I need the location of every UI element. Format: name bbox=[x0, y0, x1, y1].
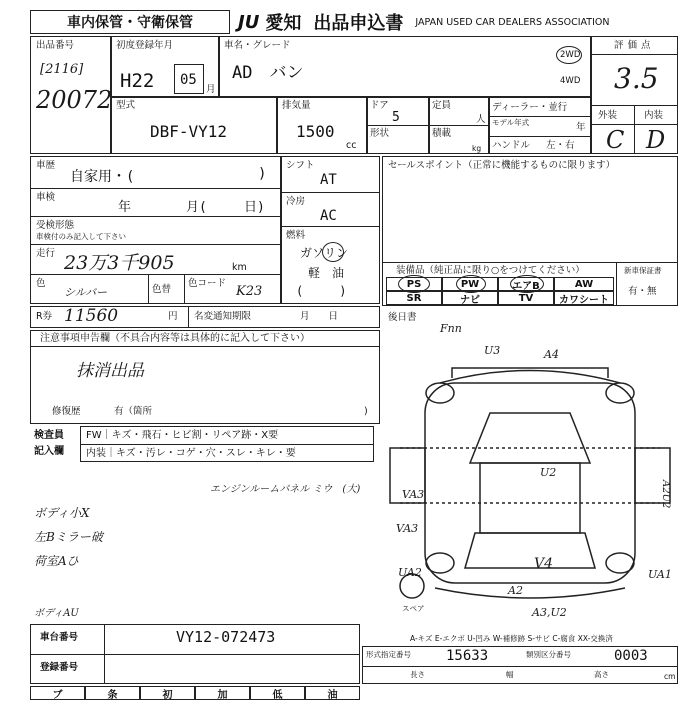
color-change-label: 色替 bbox=[152, 284, 172, 295]
category-label: 類別区分番号 bbox=[526, 650, 571, 659]
doors-value: 5 bbox=[392, 110, 400, 125]
diagram-front-grille bbox=[452, 368, 608, 378]
lot-sub-number: [2116] bbox=[40, 62, 84, 77]
fuel-value: ガソリン bbox=[300, 246, 349, 260]
mileage-unit: km bbox=[232, 262, 247, 273]
bottom-cell: 加 bbox=[195, 686, 250, 700]
displacement-value: 1500 bbox=[296, 122, 335, 141]
displacement-unit: cc bbox=[346, 140, 357, 151]
rear-seat-label: 後日書 bbox=[388, 312, 417, 323]
name-grade-value: AD バン bbox=[232, 63, 304, 83]
handle-label: ハンドル bbox=[492, 140, 531, 151]
fuel-paren: ( ) bbox=[296, 284, 347, 298]
equip-seat: カワシート bbox=[554, 291, 614, 305]
height-label: 高さ bbox=[594, 670, 609, 679]
color-code: K23 bbox=[236, 284, 263, 299]
warranty-label: 新車保証書 bbox=[624, 266, 662, 275]
notice-unit: 月 日 bbox=[300, 311, 339, 322]
sales-point-label: セールスポイント（正常に機能するものに限ります） bbox=[388, 160, 616, 171]
inspection-year: 年 bbox=[118, 200, 132, 215]
equip-sr: SR bbox=[386, 291, 442, 305]
equip-navi: ナビ bbox=[442, 291, 498, 305]
logo-text: 愛知 bbox=[265, 13, 302, 34]
type-cert-value: 15633 bbox=[446, 648, 489, 664]
history-close: ) bbox=[258, 166, 267, 182]
inspector-label-2: 記入欄 bbox=[34, 446, 64, 457]
type-cert-label: 形式指定番号 bbox=[366, 650, 411, 659]
handle-options: 左・右 bbox=[546, 140, 575, 151]
mileage-label: 走行 bbox=[36, 248, 56, 259]
rating-ext-label: 外装 bbox=[598, 110, 618, 121]
diagram-label-v4: V4 bbox=[534, 556, 554, 572]
repair-value: 有（箇所 bbox=[114, 406, 153, 417]
equip-pw-circle bbox=[456, 275, 486, 293]
notice-label: 名変通知期限 bbox=[194, 311, 252, 322]
inspection-month: 月( bbox=[186, 200, 207, 215]
drive-4wd: 4WD bbox=[560, 76, 581, 86]
diagram-windshield bbox=[470, 413, 590, 463]
shape-label: 形状 bbox=[370, 128, 390, 139]
diagram-rear-bumper bbox=[435, 588, 625, 598]
diagram-wheel-fl bbox=[426, 383, 454, 403]
recycle-unit: 円 bbox=[168, 311, 178, 322]
diagram-label-va3-b: VA3 bbox=[396, 522, 419, 535]
diagram-label-a2u2: A2U2 bbox=[660, 480, 671, 509]
equip-airbag-circle bbox=[510, 275, 544, 293]
form-title-en: JAPAN USED CAR DEALERS ASSOCIATION bbox=[415, 16, 610, 28]
diagram-label-ua2: UA2 bbox=[398, 566, 422, 579]
bottom-cell: ブ bbox=[30, 686, 85, 700]
diagram-roof bbox=[480, 463, 580, 533]
fuel-label: 燃料 bbox=[286, 230, 306, 241]
bottom-row bbox=[30, 686, 360, 700]
repair-label: 修復歴 bbox=[52, 406, 81, 417]
bottom-cell: 条 bbox=[85, 686, 140, 700]
inspector-label-1: 検査員 bbox=[34, 430, 64, 441]
lot-label: 出品番号 bbox=[36, 40, 75, 51]
ac-label: 冷房 bbox=[286, 196, 306, 207]
diagram-rear-window bbox=[465, 533, 595, 568]
rating-ext: C bbox=[606, 126, 625, 154]
inspector-in-row: 内装｜キズ・汚レ・コゲ・穴・スレ・キレ・要 bbox=[86, 448, 296, 459]
load-unit: kg bbox=[472, 144, 482, 153]
damage-legend: A-キズ E-エクボ U-凹み W-補修跡 S-サビ C-腐食 XX-交換済 bbox=[410, 634, 613, 643]
color-code-label: 色コード bbox=[188, 278, 227, 289]
inspector-fw-row: FW｜キズ・飛石・ヒビ割・リペア跡・X要 bbox=[86, 430, 279, 441]
rating-int: D bbox=[646, 126, 666, 154]
ju-logo-icon: JU bbox=[238, 11, 260, 33]
rating-int-label: 内装 bbox=[644, 110, 664, 121]
diagram-wheel-rr bbox=[606, 553, 634, 573]
bottom-cell: 油 bbox=[305, 686, 360, 700]
model-label: 型式 bbox=[116, 100, 136, 111]
model-year-label: モデル年式 bbox=[492, 118, 530, 127]
rating-label: 評価点 bbox=[614, 40, 655, 51]
registration-month: 05 bbox=[180, 72, 197, 88]
category-value: 0003 bbox=[614, 648, 648, 664]
model-value: DBF-VY12 bbox=[150, 122, 228, 141]
shift-label: シフト bbox=[286, 160, 315, 171]
equip-ps: PS bbox=[386, 277, 442, 291]
diagram-wheel-fr bbox=[606, 383, 634, 403]
ac-value: AC bbox=[320, 208, 337, 224]
color-value: シルバー bbox=[64, 286, 107, 299]
rear-seat-note: Fnn bbox=[440, 322, 462, 335]
mileage-value: 23万3千905 bbox=[64, 252, 175, 274]
warranty-options: 有・無 bbox=[628, 286, 657, 297]
lot-number: 20072 bbox=[36, 86, 113, 114]
recycle-label: R券 bbox=[36, 311, 53, 322]
form-title: 出品申込書 bbox=[313, 13, 404, 34]
name-grade-label: 車名・グレード bbox=[224, 40, 291, 51]
registration-era-year: H22 bbox=[120, 70, 155, 92]
recycle-value: 11560 bbox=[64, 306, 119, 326]
equip-pw: PW bbox=[442, 277, 498, 291]
load-label: 積載 bbox=[432, 128, 452, 139]
dimension-unit: cm bbox=[664, 672, 676, 681]
fuel-diesel: 軽 油 bbox=[308, 266, 345, 280]
bottom-cell: 初 bbox=[140, 686, 195, 700]
rating-score: 3.5 bbox=[614, 62, 659, 95]
width-label: 幅 bbox=[506, 670, 514, 679]
history-value: 自家用・( bbox=[70, 169, 135, 185]
storage-tag-text: 車内保管・守衛保管 bbox=[67, 15, 193, 31]
capacity-label: 定員 bbox=[432, 100, 452, 111]
diagram-spare-label: スペア bbox=[402, 604, 425, 613]
equipment-label: 装備品（純正品に限り○をつけてください） bbox=[396, 265, 585, 276]
equip-ps-circle bbox=[398, 275, 430, 293]
drive-2wd: 2WD bbox=[560, 50, 581, 60]
diagram-label-a4: A4 bbox=[544, 348, 559, 361]
notes-text: 抹消出品 bbox=[76, 361, 144, 381]
handwritten-line-2: ボディ小X bbox=[34, 506, 90, 520]
diagram-label-u3: U3 bbox=[484, 344, 501, 357]
storage-tag bbox=[30, 10, 230, 34]
equip-aw: AW bbox=[554, 277, 614, 291]
diagram-label-va3-a: VA3 bbox=[402, 488, 425, 501]
inspection-label: 車検 bbox=[36, 192, 56, 203]
bottom-cell: 低 bbox=[250, 686, 305, 700]
dealer-label: ディーラー・並行 bbox=[492, 102, 568, 113]
diagram-label-u2: U2 bbox=[540, 466, 557, 479]
capacity-unit: 人 bbox=[476, 114, 486, 125]
registration-month-unit: 月 bbox=[206, 84, 216, 95]
diagram-label-ua1: UA1 bbox=[648, 568, 672, 581]
length-label: 長さ bbox=[410, 670, 425, 679]
model-year-unit: 年 bbox=[576, 122, 586, 133]
accept-label: 受検形態 bbox=[36, 220, 75, 231]
displacement-label: 排気量 bbox=[282, 100, 311, 111]
doors-label: ドア bbox=[370, 100, 389, 111]
history-label: 車歴 bbox=[36, 160, 56, 171]
diagram-wheel-rl bbox=[426, 553, 454, 573]
chassis-label: 車台番号 bbox=[40, 632, 79, 643]
reg-number-label: 登録番号 bbox=[40, 662, 79, 673]
notes-label: 注意事項申告欄（不具合内容等は具体的に記入して下さい） bbox=[40, 333, 310, 344]
car-diagram bbox=[380, 338, 680, 628]
shift-value: AT bbox=[320, 172, 337, 188]
repair-close: ) bbox=[364, 406, 368, 417]
color-label: 色 bbox=[36, 278, 46, 289]
registration-label: 初度登録年月 bbox=[116, 40, 174, 51]
inspection-day: 日) bbox=[244, 200, 265, 215]
diagram-front-bumper bbox=[440, 371, 620, 384]
equip-airbag: エアB bbox=[498, 277, 554, 291]
handwritten-line-4: 荷室Aひ bbox=[34, 554, 79, 568]
equip-tv: TV bbox=[498, 291, 554, 305]
header-logo bbox=[238, 10, 609, 34]
accept-note: 車検付のみ記入して下さい bbox=[36, 232, 126, 241]
handwritten-line-3: 左Bミラー破 bbox=[34, 530, 103, 544]
handwritten-line-1: エンジンルームパネル ミウ (大) bbox=[210, 484, 361, 495]
handwritten-line-5: ボディAU bbox=[34, 608, 79, 619]
diagram-label-a2: A2 bbox=[508, 584, 523, 597]
diagram-label-a3u2: A3,U2 bbox=[532, 606, 567, 619]
chassis-value: VY12-072473 bbox=[176, 628, 276, 646]
